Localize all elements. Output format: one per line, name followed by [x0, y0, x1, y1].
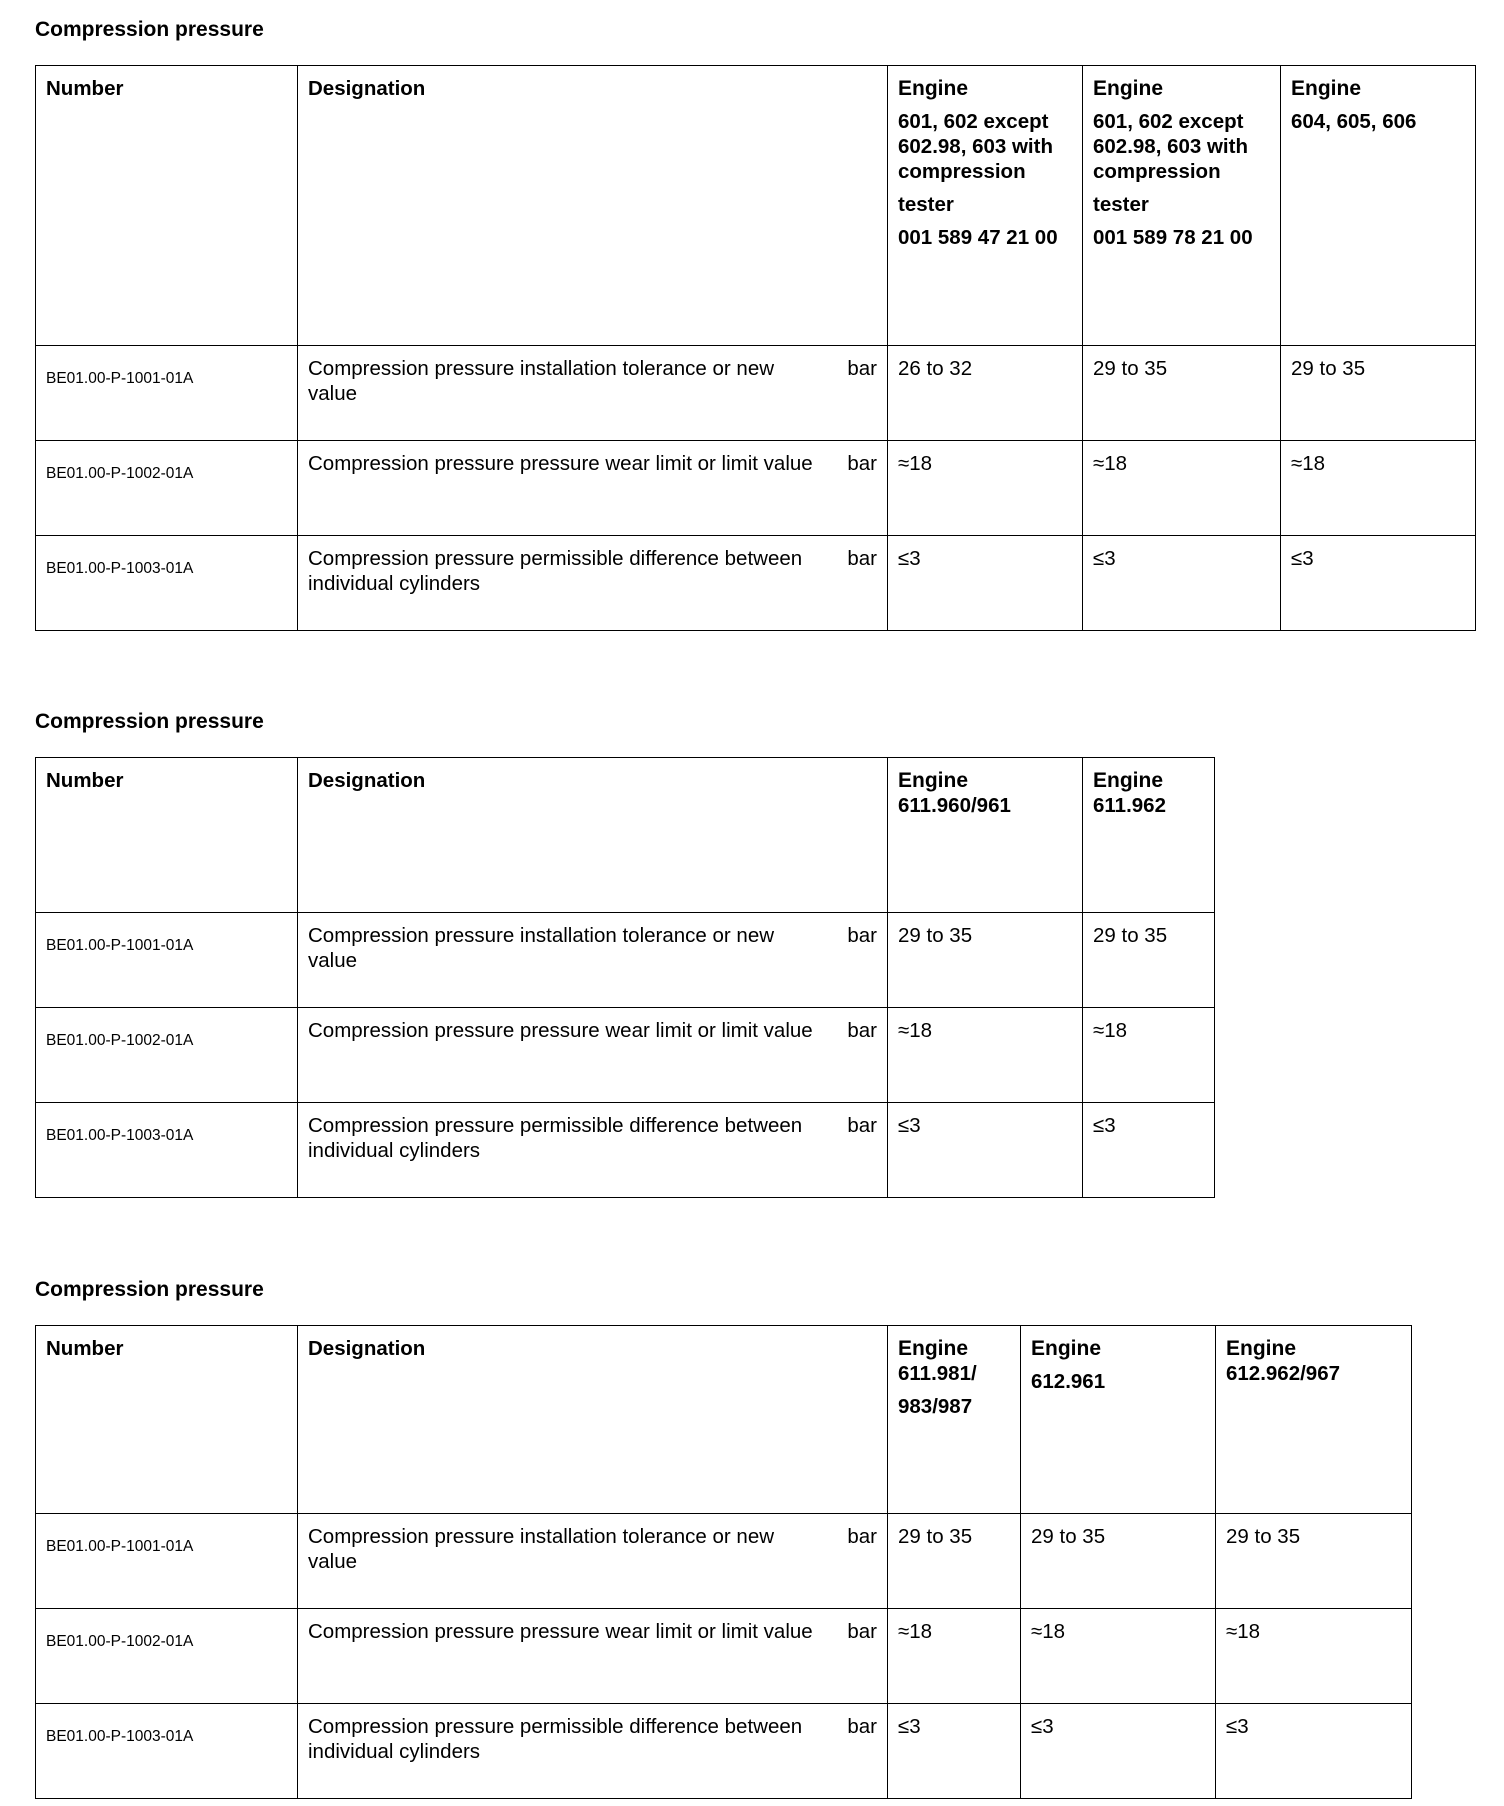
spec-value: ≈18 [1021, 1609, 1216, 1704]
engine-models: 612.962/967 [1226, 1362, 1341, 1385]
spec-designation: Compression pressure installation tolerance or new value [308, 357, 775, 405]
spec-value: ≤3 [1083, 1103, 1215, 1198]
spec-value: ≤3 [1021, 1704, 1216, 1799]
engine-label: Engine [1093, 769, 1164, 792]
engine-models-continued: 983/987 [898, 1395, 973, 1418]
spec-value: ≤3 [888, 1103, 1083, 1198]
table-row [36, 1008, 1215, 1103]
table-row [36, 1103, 1215, 1198]
column-header-designation: Designation [298, 66, 888, 346]
spec-unit: bar [847, 1114, 877, 1137]
table-row [36, 536, 1476, 631]
column-header-engine [1281, 66, 1476, 346]
spec-unit: bar [847, 357, 877, 380]
spec-designation-cell [298, 1103, 888, 1198]
spec-unit: bar [847, 1620, 877, 1643]
spec-value: 29 to 35 [1083, 913, 1215, 1008]
table-row [36, 1609, 1412, 1704]
column-header-engine [1021, 1326, 1216, 1514]
engine-label: Engine [898, 1337, 969, 1360]
spec-value: ≤3 [888, 1704, 1021, 1799]
column-header-number: Number [36, 1326, 298, 1514]
spec-designation: Compression pressure installation tolerance or new value [308, 924, 775, 972]
spec-number: BE01.00-P-1003-01A [36, 536, 298, 631]
spec-value: ≈18 [888, 441, 1083, 536]
spec-designation: Compression pressure pressure wear limit or limit value [308, 452, 813, 475]
spec-value: 29 to 35 [1216, 1514, 1412, 1609]
spec-number: BE01.00-P-1003-01A [36, 1704, 298, 1799]
spec-number: BE01.00-P-1003-01A [36, 1103, 298, 1198]
spec-unit: bar [847, 1525, 877, 1548]
engine-label: Engine [1093, 77, 1164, 100]
compression-table-2 [35, 757, 1215, 1198]
section-title-3: Compression pressure [35, 1278, 264, 1301]
column-header-engine [888, 66, 1083, 346]
column-header-engine [888, 758, 1083, 913]
spec-unit: bar [847, 1715, 877, 1738]
spec-unit: bar [847, 1019, 877, 1042]
engine-models: 611.962 [1093, 794, 1166, 817]
column-header-engine [1083, 758, 1215, 913]
spec-value: ≈18 [1216, 1609, 1412, 1704]
table-header-row [36, 66, 1476, 346]
spec-designation-cell [298, 1704, 888, 1799]
spec-designation: Compression pressure permissible difference between individual cylinders [308, 1715, 803, 1763]
spec-value: ≈18 [1083, 1008, 1215, 1103]
section-title-2: Compression pressure [35, 710, 264, 733]
spec-designation-cell [298, 536, 888, 631]
spec-designation-cell [298, 1008, 888, 1103]
spec-unit: bar [847, 452, 877, 475]
spec-value: 26 to 32 [888, 346, 1083, 441]
spec-value: 29 to 35 [888, 1514, 1021, 1609]
spec-value: 29 to 35 [1083, 346, 1281, 441]
spec-designation-cell [298, 1514, 888, 1609]
spec-value: ≈18 [888, 1008, 1083, 1103]
spec-unit: bar [847, 547, 877, 570]
engine-label: Engine [1226, 1337, 1297, 1360]
spec-value: 29 to 35 [1021, 1514, 1216, 1609]
spec-number: BE01.00-P-1001-01A [36, 346, 298, 441]
spec-value: ≈18 [1281, 441, 1476, 536]
spec-designation: Compression pressure pressure wear limit or limit value [308, 1019, 813, 1042]
spec-number: BE01.00-P-1002-01A [36, 441, 298, 536]
spec-value: ≤3 [888, 536, 1083, 631]
engine-models: 601, 602 except 602.98, 603 with compression [1093, 110, 1248, 183]
spec-designation-cell [298, 913, 888, 1008]
spec-value: ≈18 [888, 1609, 1021, 1704]
spec-designation: Compression pressure permissible difference between individual cylinders [308, 1114, 803, 1162]
engine-label: Engine [898, 77, 969, 100]
compression-table-3 [35, 1325, 1412, 1799]
spec-designation: Compression pressure permissible difference between individual cylinders [308, 547, 803, 595]
engine-models: 611.960/961 [898, 794, 1011, 817]
spec-value: ≈18 [1083, 441, 1281, 536]
spec-number: BE01.00-P-1002-01A [36, 1609, 298, 1704]
engine-label: Engine [898, 769, 969, 792]
spec-unit: bar [847, 924, 877, 947]
engine-tester-part-number: 001 589 78 21 00 [1093, 226, 1253, 249]
column-header-engine [1216, 1326, 1412, 1514]
spec-number: BE01.00-P-1001-01A [36, 913, 298, 1008]
spec-value: ≤3 [1281, 536, 1476, 631]
column-header-designation: Designation [298, 758, 888, 913]
spec-designation-cell [298, 441, 888, 536]
table-row [36, 1514, 1412, 1609]
spec-designation: Compression pressure pressure wear limit or limit value [308, 1620, 813, 1643]
engine-label: Engine [1291, 77, 1362, 100]
engine-tester-part-number: 001 589 47 21 00 [898, 226, 1058, 249]
table-row [36, 441, 1476, 536]
table-row [36, 913, 1215, 1008]
section-title-1: Compression pressure [35, 18, 264, 41]
table-row [36, 346, 1476, 441]
compression-table-1 [35, 65, 1476, 631]
spec-value: ≤3 [1083, 536, 1281, 631]
column-header-designation: Designation [298, 1326, 888, 1514]
engine-models: 601, 602 except 602.98, 603 with compression [898, 110, 1053, 183]
column-header-engine [888, 1326, 1021, 1514]
engine-models: 611.981/ [898, 1362, 977, 1385]
column-header-number: Number [36, 66, 298, 346]
engine-tester-label: tester [1093, 193, 1149, 216]
spec-designation: Compression pressure installation tolerance or new value [308, 1525, 775, 1573]
spec-designation-cell [298, 346, 888, 441]
spec-designation-cell [298, 1609, 888, 1704]
table-row [36, 1704, 1412, 1799]
column-header-number: Number [36, 758, 298, 913]
column-header-engine [1083, 66, 1281, 346]
table-header-row [36, 758, 1215, 913]
spec-value: ≤3 [1216, 1704, 1412, 1799]
spec-number: BE01.00-P-1002-01A [36, 1008, 298, 1103]
engine-models: 612.961 [1031, 1370, 1106, 1393]
engine-models: 604, 605, 606 [1291, 110, 1417, 133]
spec-value: 29 to 35 [888, 913, 1083, 1008]
engine-label: Engine [1031, 1337, 1102, 1360]
spec-number: BE01.00-P-1001-01A [36, 1514, 298, 1609]
spec-value: 29 to 35 [1281, 346, 1476, 441]
engine-tester-label: tester [898, 193, 954, 216]
table-header-row [36, 1326, 1412, 1514]
